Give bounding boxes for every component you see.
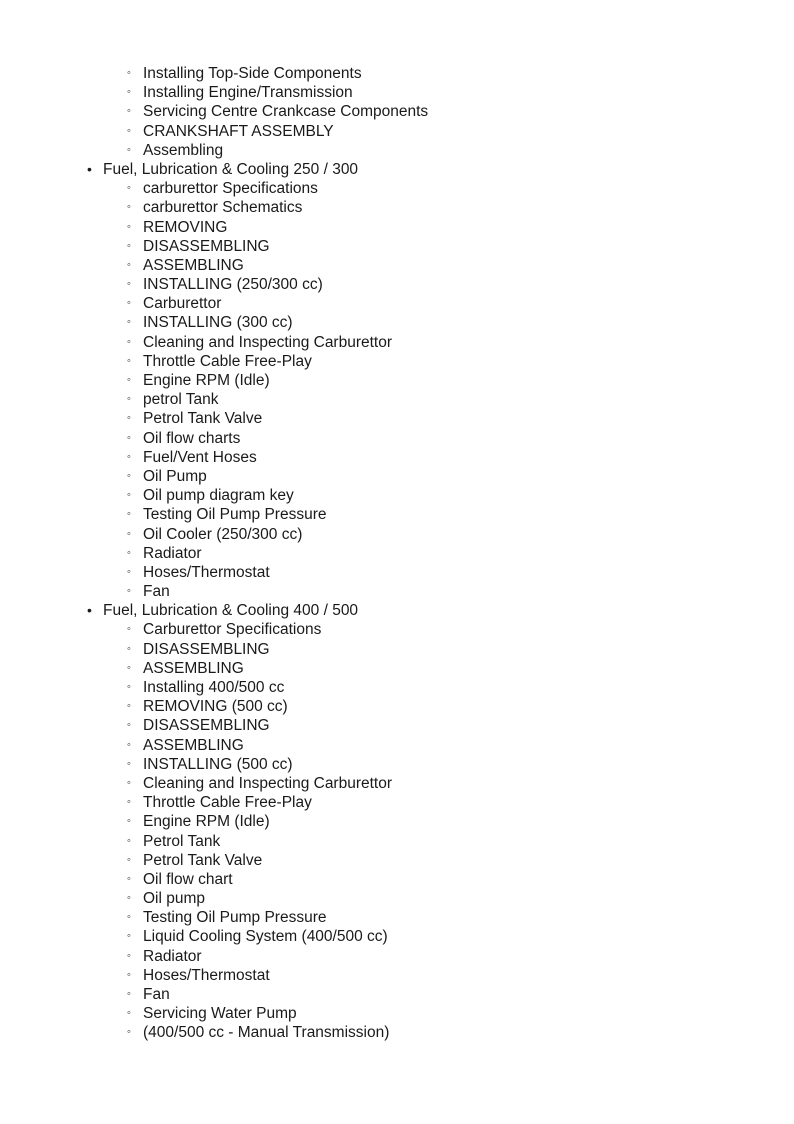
list-item-label: Servicing Centre Crankcase Components [143,103,429,121]
list-item [0,812,794,831]
list-item [0,582,794,601]
list-item-label: Cleaning and Inspecting Carburettor [143,333,393,351]
list-item [0,832,794,851]
list-item [0,985,794,1004]
hollow-bullet-icon: ◦ [127,1007,131,1020]
list-item [0,505,794,524]
list-item [0,409,794,428]
list-item-label: INSTALLING (300 cc) [143,314,293,332]
hollow-bullet-icon: ◦ [127,565,131,578]
hollow-bullet-icon: ◦ [127,489,131,502]
hollow-bullet-icon: ◦ [127,757,131,770]
list-item-label: ASSEMBLING [143,736,244,754]
hollow-bullet-icon: ◦ [127,258,131,271]
hollow-bullet-icon: ◦ [127,508,131,521]
list-item [0,851,794,870]
hollow-bullet-icon: ◦ [127,623,131,636]
hollow-bullet-icon: ◦ [127,776,131,789]
table-of-contents-list [0,64,794,1043]
list-item [0,870,794,889]
hollow-bullet-icon: ◦ [127,1026,131,1039]
list-item-label: Petrol Tank [143,832,221,850]
list-item [0,563,794,582]
hollow-bullet-icon: ◦ [127,988,131,1000]
list-item [0,486,794,505]
list-item [0,429,794,448]
hollow-bullet-icon: ◦ [127,105,131,118]
hollow-bullet-icon: ◦ [127,872,131,885]
list-item-label: Fan [143,986,170,1003]
list-item [0,620,794,639]
hollow-bullet-icon: ◦ [127,546,131,559]
list-item-label: Hoses/Thermostat [143,966,270,984]
hollow-bullet-icon: ◦ [127,930,131,943]
list-item-label: Liquid Cooling System (400/500 cc) [143,928,388,946]
list-item [0,908,794,927]
list-item [0,102,794,121]
list-item [0,544,794,563]
list-item-label: Radiator [143,544,202,562]
list-item-label: DISASSEMBLING [143,640,270,658]
bullet-icon: • [87,602,92,619]
list-item [0,1004,794,1023]
list-item-label: carburettor Specifications [143,180,318,198]
list-item-label: (400/500 cc - Manual Transmission) [143,1024,390,1042]
hollow-bullet-icon: ◦ [127,450,131,463]
list-item-label: DISASSEMBLING [143,237,270,255]
list-item [0,736,794,755]
list-item [0,947,794,966]
list-item-label: Installing Engine/Transmission [143,84,353,102]
list-item-label: Petrol Tank Valve [143,851,263,869]
list-item-label: Testing Oil Pump Pressure [143,506,327,524]
list-item-label: petrol Tank [143,391,219,409]
hollow-bullet-icon: ◦ [127,316,131,329]
hollow-bullet-icon: ◦ [127,911,131,924]
list-item-label: Oil pump [143,890,206,908]
list-item-label: Oil Pump [143,467,207,485]
list-item [0,275,794,294]
list-item-label: Fuel, Lubrication & Cooling 250 / 300 [103,160,359,178]
list-item [0,774,794,793]
list-item-label: INSTALLING (250/300 cc) [143,276,323,294]
hollow-bullet-icon: ◦ [127,354,131,367]
list-item [0,697,794,716]
hollow-bullet-icon: ◦ [127,585,131,598]
list-item [0,141,794,160]
hollow-bullet-icon: ◦ [127,892,131,905]
hollow-bullet-icon: ◦ [127,681,131,693]
list-item [0,1023,794,1042]
list-item [0,333,794,352]
hollow-bullet-icon: ◦ [127,220,131,233]
hollow-bullet-icon: ◦ [127,700,131,713]
list-item-label: Oil pump diagram key [143,487,294,505]
hollow-bullet-icon: ◦ [127,335,131,348]
list-item-label: Testing Oil Pump Pressure [143,909,327,927]
list-item-label: Radiator [143,947,202,965]
list-item-label: Engine RPM (Idle) [143,372,270,389]
hollow-bullet-icon: ◦ [127,201,131,214]
list-item-label: Throttle Cable Free-Play [143,794,312,812]
hollow-bullet-icon: ◦ [127,182,131,195]
hollow-bullet-icon: ◦ [127,124,131,137]
hollow-bullet-icon: ◦ [127,374,131,386]
list-item [0,755,794,774]
list-item [0,256,794,275]
hollow-bullet-icon: ◦ [127,853,131,866]
bullet-icon: • [87,160,92,177]
list-item [0,467,794,486]
list-item [0,678,794,697]
list-item [0,352,794,371]
list-item [0,927,794,946]
list-item-label: Fuel/Vent Hoses [143,448,257,466]
list-item-label: ASSEMBLING [143,256,244,274]
hollow-bullet-icon: ◦ [127,642,131,655]
hollow-bullet-icon: ◦ [127,143,131,156]
hollow-bullet-icon: ◦ [127,67,131,79]
list-item-label: Oil Cooler (250/300 cc) [143,525,303,543]
document-page [0,64,794,1043]
list-item [0,659,794,678]
list-item [0,218,794,237]
list-item [0,640,794,659]
list-item-label: REMOVING (500 cc) [143,698,288,716]
list-item [0,448,794,467]
list-item-label: Fan [143,583,170,601]
list-item [0,716,794,735]
list-item-label: DISASSEMBLING [143,717,270,735]
hollow-bullet-icon: ◦ [127,796,131,809]
hollow-bullet-icon: ◦ [127,86,131,99]
list-item-label: Installing 400/500 cc [143,679,285,696]
list-item-label: Installing Top-Side Components [143,65,362,82]
list-item [0,371,794,390]
hollow-bullet-icon: ◦ [127,393,131,406]
hollow-bullet-icon: ◦ [127,661,131,674]
list-item [0,64,794,83]
list-item [0,313,794,332]
section-heading-item [0,601,794,620]
hollow-bullet-icon: ◦ [127,412,131,425]
list-item [0,198,794,217]
list-item [0,966,794,985]
hollow-bullet-icon: ◦ [127,239,131,252]
list-item [0,179,794,198]
hollow-bullet-icon: ◦ [127,719,131,732]
list-item-label: Hoses/Thermostat [143,563,270,581]
list-item-label: Oil flow chart [143,870,233,888]
list-item-label: Servicing Water Pump [143,1005,297,1023]
list-item-label: Fuel, Lubrication & Cooling 400 / 500 [103,602,359,620]
hollow-bullet-icon: ◦ [127,297,131,310]
list-item-label: Engine RPM (Idle) [143,813,270,831]
list-item [0,294,794,313]
list-item [0,889,794,908]
hollow-bullet-icon: ◦ [127,968,131,981]
hollow-bullet-icon: ◦ [127,527,131,540]
list-item [0,122,794,141]
list-item-label: CRANKSHAFT ASSEMBLY [143,122,334,140]
list-item-label: Cleaning and Inspecting Carburettor [143,774,393,792]
list-item-label: Petrol Tank Valve [143,410,263,428]
list-item-label: Carburettor [143,295,222,313]
list-item [0,237,794,256]
list-item-label: INSTALLING (500 cc) [143,755,293,773]
section-heading-item [0,160,794,179]
list-item-label: Assembling [143,141,224,159]
list-item-label: REMOVING [143,218,228,236]
hollow-bullet-icon: ◦ [127,834,131,847]
list-item [0,390,794,409]
list-item-label: ASSEMBLING [143,659,244,677]
hollow-bullet-icon: ◦ [127,815,131,828]
hollow-bullet-icon: ◦ [127,431,131,444]
list-item-label: carburettor Schematics [143,199,303,217]
hollow-bullet-icon: ◦ [127,469,131,482]
list-item-label: Oil flow charts [143,429,241,447]
list-item [0,793,794,812]
list-item [0,83,794,102]
hollow-bullet-icon: ◦ [127,949,131,962]
list-item-label: Carburettor Specifications [143,621,322,639]
hollow-bullet-icon: ◦ [127,738,131,751]
list-item [0,525,794,544]
list-item-label: Throttle Cable Free-Play [143,352,312,370]
hollow-bullet-icon: ◦ [127,278,131,291]
